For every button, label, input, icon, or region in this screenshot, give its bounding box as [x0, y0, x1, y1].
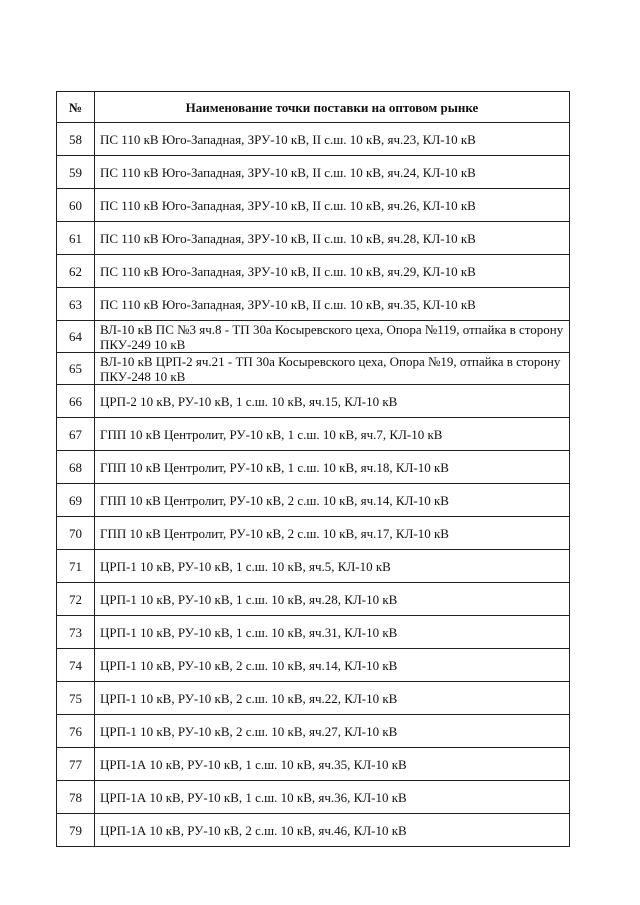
row-point-name: ГПП 10 кВ Центролит, РУ-10 кВ, 1 с.ш. 10 кВ, яч.7, КЛ-10 кВ [95, 418, 570, 451]
delivery-points-table [56, 91, 570, 847]
table-row [57, 814, 570, 847]
row-number: 73 [57, 616, 95, 649]
table-row [57, 222, 570, 255]
row-number: 68 [57, 451, 95, 484]
row-point-name: ПС 110 кВ Юго-Западная, ЗРУ-10 кВ, II с.ш. 10 кВ, яч.35, КЛ-10 кВ [95, 288, 570, 321]
row-number: 70 [57, 517, 95, 550]
row-number: 69 [57, 484, 95, 517]
table-row [57, 288, 570, 321]
row-number: 77 [57, 748, 95, 781]
row-point-name: ЦРП-1 10 кВ, РУ-10 кВ, 1 с.ш. 10 кВ, яч.5, КЛ-10 кВ [95, 550, 570, 583]
row-number: 74 [57, 649, 95, 682]
table-row [57, 189, 570, 222]
row-point-name: ЦРП-1 10 кВ, РУ-10 кВ, 2 с.ш. 10 кВ, яч.14, КЛ-10 кВ [95, 649, 570, 682]
row-point-name: ПС 110 кВ Юго-Западная, ЗРУ-10 кВ, II с.ш. 10 кВ, яч.26, КЛ-10 кВ [95, 189, 570, 222]
table-row [57, 321, 570, 353]
table-row [57, 517, 570, 550]
row-point-name: ЦРП-1 10 кВ, РУ-10 кВ, 2 с.ш. 10 кВ, яч.22, КЛ-10 кВ [95, 682, 570, 715]
column-header-number: № [57, 92, 95, 123]
row-point-name: ЦРП-1А 10 кВ, РУ-10 кВ, 2 с.ш. 10 кВ, яч.46, КЛ-10 кВ [95, 814, 570, 847]
table-row [57, 156, 570, 189]
table-row [57, 583, 570, 616]
row-point-name: ГПП 10 кВ Центролит, РУ-10 кВ, 1 с.ш. 10 кВ, яч.18, КЛ-10 кВ [95, 451, 570, 484]
table-row [57, 418, 570, 451]
table-row [57, 353, 570, 385]
table-row [57, 748, 570, 781]
table-row [57, 649, 570, 682]
row-number: 76 [57, 715, 95, 748]
row-number: 58 [57, 123, 95, 156]
row-number: 65 [57, 353, 95, 385]
row-point-name: ЦРП-2 10 кВ, РУ-10 кВ, 1 с.ш. 10 кВ, яч.15, КЛ-10 кВ [95, 385, 570, 418]
row-point-name: ПС 110 кВ Юго-Западная, ЗРУ-10 кВ, II с.ш. 10 кВ, яч.23, КЛ-10 кВ [95, 123, 570, 156]
row-point-name: ЦРП-1 10 кВ, РУ-10 кВ, 2 с.ш. 10 кВ, яч.27, КЛ-10 кВ [95, 715, 570, 748]
row-point-name: ВЛ-10 кВ ПС №3 яч.8 - ТП 30а Косыревского цеха, Опора №119, отпайка в сторону ПКУ-249 10 кВ [95, 321, 570, 353]
row-number: 78 [57, 781, 95, 814]
row-point-name: ПС 110 кВ Юго-Западная, ЗРУ-10 кВ, II с.ш. 10 кВ, яч.24, КЛ-10 кВ [95, 156, 570, 189]
row-number: 79 [57, 814, 95, 847]
table-row [57, 385, 570, 418]
table-header-row [57, 92, 570, 123]
row-number: 64 [57, 321, 95, 353]
column-header-name: Наименование точки поставки на оптовом рынке [95, 92, 570, 123]
table-row [57, 255, 570, 288]
row-point-name: ГПП 10 кВ Центролит, РУ-10 кВ, 2 с.ш. 10 кВ, яч.17, КЛ-10 кВ [95, 517, 570, 550]
row-number: 66 [57, 385, 95, 418]
row-number: 59 [57, 156, 95, 189]
row-point-name: ВЛ-10 кВ ЦРП-2 яч.21 - ТП 30а Косыревского цеха, Опора №19, отпайка в сторону ПКУ-248 10 кВ [95, 353, 570, 385]
table-row [57, 123, 570, 156]
row-point-name: ПС 110 кВ Юго-Западная, ЗРУ-10 кВ, II с.ш. 10 кВ, яч.28, КЛ-10 кВ [95, 222, 570, 255]
row-number: 72 [57, 583, 95, 616]
row-point-name: ЦРП-1А 10 кВ, РУ-10 кВ, 1 с.ш. 10 кВ, яч.36, КЛ-10 кВ [95, 781, 570, 814]
table-row [57, 781, 570, 814]
row-point-name: ГПП 10 кВ Центролит, РУ-10 кВ, 2 с.ш. 10 кВ, яч.14, КЛ-10 кВ [95, 484, 570, 517]
row-number: 63 [57, 288, 95, 321]
table-row [57, 451, 570, 484]
table-row [57, 484, 570, 517]
row-point-name: ЦРП-1 10 кВ, РУ-10 кВ, 1 с.ш. 10 кВ, яч.28, КЛ-10 кВ [95, 583, 570, 616]
table-row [57, 616, 570, 649]
row-point-name: ЦРП-1 10 кВ, РУ-10 кВ, 1 с.ш. 10 кВ, яч.31, КЛ-10 кВ [95, 616, 570, 649]
row-point-name: ЦРП-1А 10 кВ, РУ-10 кВ, 1 с.ш. 10 кВ, яч.35, КЛ-10 кВ [95, 748, 570, 781]
row-number: 75 [57, 682, 95, 715]
table-row [57, 715, 570, 748]
row-point-name: ПС 110 кВ Юго-Западная, ЗРУ-10 кВ, II с.ш. 10 кВ, яч.29, КЛ-10 кВ [95, 255, 570, 288]
table-row [57, 550, 570, 583]
row-number: 61 [57, 222, 95, 255]
row-number: 60 [57, 189, 95, 222]
row-number: 67 [57, 418, 95, 451]
row-number: 71 [57, 550, 95, 583]
table-row [57, 682, 570, 715]
row-number: 62 [57, 255, 95, 288]
